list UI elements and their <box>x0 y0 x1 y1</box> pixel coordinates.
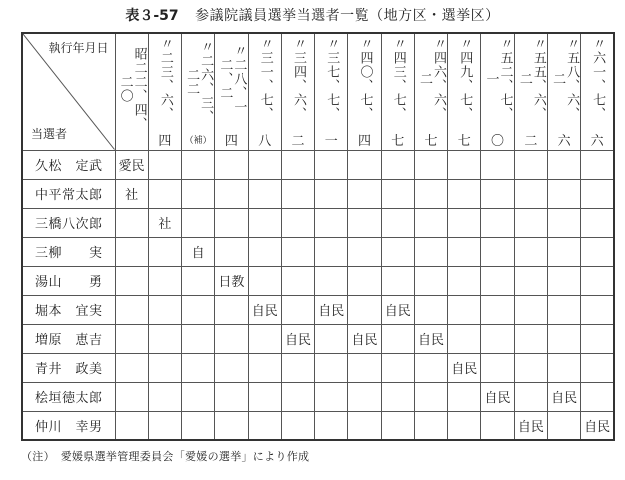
date-header <box>115 33 148 150</box>
party-cell <box>514 266 547 295</box>
party-cell <box>547 237 580 266</box>
party-cell <box>281 411 314 440</box>
party-cell <box>148 382 181 411</box>
party-cell <box>547 324 580 353</box>
party-cell <box>348 353 381 382</box>
date-suffix: 一 <box>324 134 338 150</box>
party-cell <box>414 382 447 411</box>
party-cell <box>315 353 348 382</box>
party-cell: 自民 <box>448 353 481 382</box>
date-suffix: 四 <box>158 134 172 150</box>
party-cell <box>514 237 547 266</box>
date-text: 〃三七、七、 <box>324 37 340 122</box>
date-suffix: 二 <box>291 134 305 150</box>
party-cell <box>281 208 314 237</box>
party-cell <box>248 411 281 440</box>
party-cell <box>281 295 314 324</box>
party-cell <box>448 150 481 179</box>
date-text: 〃五五、六、二 <box>516 37 546 122</box>
party-cell <box>281 266 314 295</box>
date-header <box>514 33 547 150</box>
date-suffix: 二 <box>524 134 538 150</box>
date-suffix: 七 <box>457 134 471 150</box>
party-cell <box>381 266 414 295</box>
party-cell <box>581 295 614 324</box>
date-suffix: 四 <box>357 134 371 150</box>
party-cell <box>547 353 580 382</box>
party-cell <box>115 266 148 295</box>
date-header-label: 執行年月日 <box>48 41 109 55</box>
party-cell <box>448 324 481 353</box>
party-cell <box>115 353 148 382</box>
party-cell <box>315 237 348 266</box>
party-cell <box>381 237 414 266</box>
party-cell <box>182 353 215 382</box>
party-cell: 自民 <box>315 295 348 324</box>
date-header <box>414 33 447 150</box>
party-cell <box>581 179 614 208</box>
party-cell: 自民 <box>581 411 614 440</box>
date-suffix: 六 <box>590 134 604 150</box>
party-cell <box>381 150 414 179</box>
party-cell <box>215 295 248 324</box>
party-cell <box>348 266 381 295</box>
date-header <box>182 33 215 150</box>
party-cell <box>115 237 148 266</box>
party-cell <box>514 179 547 208</box>
party-cell <box>182 208 215 237</box>
party-cell <box>414 237 447 266</box>
winner-name: 堀本 宜実 <box>22 295 115 324</box>
party-cell <box>448 208 481 237</box>
party-cell <box>581 208 614 237</box>
party-cell <box>148 150 181 179</box>
party-cell <box>448 382 481 411</box>
party-cell: 自民 <box>481 382 514 411</box>
winner-name: 中平常太郎 <box>22 179 115 208</box>
party-cell <box>581 382 614 411</box>
date-text: 〃四三、七、 <box>390 37 406 122</box>
party-cell <box>348 208 381 237</box>
party-cell <box>547 150 580 179</box>
party-cell <box>547 208 580 237</box>
party-cell: 自 <box>182 237 215 266</box>
party-cell <box>414 295 447 324</box>
party-cell <box>448 179 481 208</box>
party-cell <box>481 150 514 179</box>
party-cell <box>315 324 348 353</box>
party-cell <box>514 295 547 324</box>
party-cell <box>248 179 281 208</box>
party-cell <box>414 353 447 382</box>
party-cell <box>547 411 580 440</box>
party-cell <box>281 353 314 382</box>
winner-name: 仲川 幸男 <box>22 411 115 440</box>
party-cell <box>514 353 547 382</box>
party-cell <box>248 353 281 382</box>
party-cell <box>481 353 514 382</box>
party-cell <box>448 295 481 324</box>
date-text: 〃三四、六、 <box>290 37 306 122</box>
party-cell <box>182 179 215 208</box>
party-cell <box>414 411 447 440</box>
party-cell <box>381 353 414 382</box>
party-cell <box>148 237 181 266</box>
table-row <box>22 266 614 295</box>
winner-header-label: 当選者 <box>31 126 68 141</box>
party-cell <box>315 150 348 179</box>
party-cell <box>215 382 248 411</box>
date-text: 〃四六、六、二 <box>417 37 447 122</box>
party-cell <box>348 411 381 440</box>
party-cell <box>281 382 314 411</box>
party-cell <box>315 179 348 208</box>
party-cell <box>514 150 547 179</box>
winner-name: 三柳 実 <box>22 237 115 266</box>
winner-name: 増原 恵吉 <box>22 324 115 353</box>
date-text: 〃二三、六、 <box>157 37 173 122</box>
party-cell <box>315 266 348 295</box>
party-cell <box>381 411 414 440</box>
table-row <box>22 353 614 382</box>
party-cell <box>115 295 148 324</box>
party-cell <box>581 237 614 266</box>
date-header <box>281 33 314 150</box>
date-suffix: 七 <box>424 134 438 150</box>
party-cell <box>248 324 281 353</box>
table-row <box>22 237 614 266</box>
party-cell <box>215 150 248 179</box>
party-cell <box>281 179 314 208</box>
date-suffix: 六 <box>557 134 571 150</box>
party-cell <box>148 266 181 295</box>
party-cell <box>248 208 281 237</box>
party-cell: 愛民 <box>115 150 148 179</box>
party-cell: 自民 <box>414 324 447 353</box>
party-cell <box>348 150 381 179</box>
party-cell <box>315 411 348 440</box>
party-cell <box>115 208 148 237</box>
date-text: 〃四九、七、 <box>457 37 473 122</box>
party-cell <box>248 237 281 266</box>
date-suffix: 〇 <box>491 134 505 150</box>
date-text: 〃五八、六、二 <box>550 37 580 122</box>
party-cell <box>581 150 614 179</box>
winner-name: 桧垣徳太郎 <box>22 382 115 411</box>
date-text: 〃四〇、七、 <box>357 37 373 122</box>
date-header <box>381 33 414 150</box>
table-row <box>22 150 614 179</box>
date-suffix: 四 <box>224 134 238 150</box>
date-text: 〃三一、七、 <box>257 37 273 122</box>
party-cell: 社 <box>115 179 148 208</box>
party-cell <box>414 150 447 179</box>
table-row <box>22 382 614 411</box>
date-header <box>148 33 181 150</box>
party-cell <box>414 266 447 295</box>
date-header <box>481 33 514 150</box>
party-cell <box>315 382 348 411</box>
party-cell <box>115 411 148 440</box>
party-cell <box>348 382 381 411</box>
page-title <box>0 4 625 28</box>
date-header <box>547 33 580 150</box>
table-row <box>22 295 614 324</box>
table-row <box>22 208 614 237</box>
winner-name: 久松 定武 <box>22 150 115 179</box>
party-cell <box>448 237 481 266</box>
party-cell <box>215 237 248 266</box>
party-cell <box>248 150 281 179</box>
party-cell <box>182 382 215 411</box>
date-header <box>248 33 281 150</box>
winner-name: 三橋八次郎 <box>22 208 115 237</box>
party-cell <box>381 324 414 353</box>
party-cell <box>481 179 514 208</box>
date-text: 〃五二、七、一 <box>483 37 513 122</box>
party-cell <box>182 295 215 324</box>
table-row <box>22 324 614 353</box>
party-cell <box>348 237 381 266</box>
party-cell <box>481 295 514 324</box>
date-header <box>215 33 248 150</box>
party-cell <box>448 411 481 440</box>
party-cell <box>182 324 215 353</box>
date-text: 〃六一、七、 <box>590 37 606 122</box>
party-cell <box>481 208 514 237</box>
party-cell <box>481 266 514 295</box>
date-header <box>348 33 381 150</box>
party-cell <box>148 324 181 353</box>
date-text: 昭二二、四、二〇 <box>117 46 147 131</box>
party-cell: 自民 <box>348 324 381 353</box>
date-text: 〃二六、三、二二 <box>184 40 214 125</box>
date-text: 〃二八、一二、二 <box>217 44 247 115</box>
party-cell <box>547 179 580 208</box>
source-note: （注） 愛媛県選挙管理委員会「愛媛の選挙」により作成 <box>21 450 310 463</box>
date-suffix: 七 <box>391 134 405 150</box>
party-cell: 自民 <box>514 411 547 440</box>
party-cell <box>481 411 514 440</box>
winner-name: 湯山 勇 <box>22 266 115 295</box>
corner-header <box>22 33 115 150</box>
party-cell <box>547 295 580 324</box>
party-cell <box>514 324 547 353</box>
party-cell <box>448 266 481 295</box>
party-cell <box>381 179 414 208</box>
election-table <box>21 32 615 441</box>
party-cell <box>182 411 215 440</box>
party-cell: 社 <box>148 208 181 237</box>
party-cell <box>248 266 281 295</box>
party-cell <box>281 150 314 179</box>
date-header <box>581 33 614 150</box>
party-cell <box>182 266 215 295</box>
party-cell: 自民 <box>381 295 414 324</box>
party-cell <box>381 382 414 411</box>
date-suffix: 八 <box>258 134 272 150</box>
party-cell <box>414 179 447 208</box>
date-suffix: （補） <box>184 136 212 147</box>
date-header <box>315 33 348 150</box>
party-cell <box>115 324 148 353</box>
party-cell <box>248 382 281 411</box>
party-cell <box>215 353 248 382</box>
party-cell <box>148 353 181 382</box>
party-cell <box>581 353 614 382</box>
party-cell <box>348 295 381 324</box>
party-cell <box>148 179 181 208</box>
party-cell <box>481 237 514 266</box>
party-cell <box>182 150 215 179</box>
party-cell <box>348 179 381 208</box>
party-cell <box>381 208 414 237</box>
table-row <box>22 179 614 208</box>
party-cell <box>514 382 547 411</box>
party-cell: 自民 <box>281 324 314 353</box>
party-cell: 日教 <box>215 266 248 295</box>
party-cell <box>581 324 614 353</box>
winner-name: 青井 政美 <box>22 353 115 382</box>
party-cell <box>315 208 348 237</box>
party-cell <box>547 266 580 295</box>
party-cell <box>148 411 181 440</box>
party-cell <box>215 208 248 237</box>
party-cell <box>481 324 514 353</box>
party-cell <box>115 382 148 411</box>
party-cell <box>215 179 248 208</box>
date-header <box>448 33 481 150</box>
party-cell <box>215 411 248 440</box>
party-cell <box>215 324 248 353</box>
table-number: 表３-57 <box>125 8 179 24</box>
party-cell <box>148 295 181 324</box>
party-cell <box>514 208 547 237</box>
header-row <box>22 33 614 150</box>
party-cell <box>581 266 614 295</box>
party-cell <box>414 208 447 237</box>
table-row <box>22 411 614 440</box>
party-cell: 自民 <box>547 382 580 411</box>
table-title: 参議院議員選挙当選者一覧（地方区・選挙区） <box>195 8 500 24</box>
party-cell: 自民 <box>248 295 281 324</box>
party-cell <box>281 237 314 266</box>
